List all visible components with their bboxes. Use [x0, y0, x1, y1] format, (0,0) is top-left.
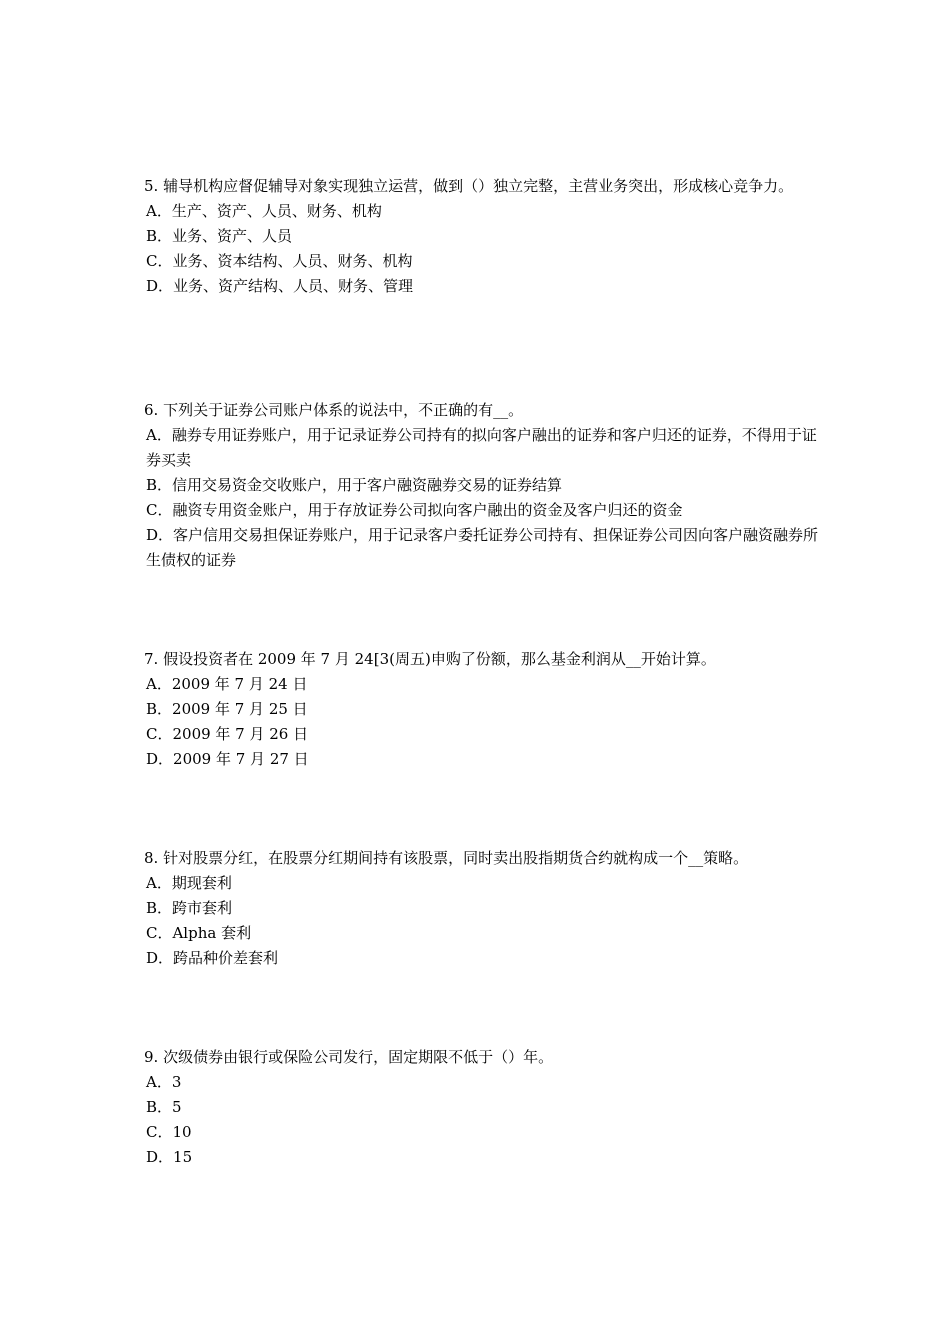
option-d: D．15	[146, 1148, 193, 1166]
option-b: B．2009 年 7 月 25 日	[146, 700, 308, 718]
question-stem: 8. 针对股票分红，在股票分红期间持有该股票，同时卖出股指期货合约就构成一个__策略。	[144, 849, 749, 867]
option-b: B．5	[146, 1098, 182, 1116]
option-a: A．生产、资产、人员、财务、机构	[146, 202, 382, 220]
option-c: C．10	[146, 1123, 192, 1141]
option-d: D．2009 年 7 月 27 日	[146, 750, 309, 768]
option-list	[144, 423, 824, 573]
question-6	[144, 398, 824, 573]
question-stem: 7. 假设投资者在 2009 年 7 月 24[3(周五)申购了份额，那么基金利润从__开始计算。	[144, 650, 716, 668]
question-stem: 5. 辅导机构应督促辅导对象实现独立运营，做到（）独立完整，主营业务突出，形成核心竞争力。	[144, 177, 794, 195]
option-list	[144, 199, 824, 299]
option-d: D．客户信用交易担保证券账户，用于记录客户委托证券公司持有、担保证券公司因向客户融资融券所生债权的证券	[146, 526, 819, 569]
question-9	[144, 1045, 824, 1170]
option-list	[144, 672, 824, 772]
option-a: A．融券专用证券账户，用于记录证券公司持有的拟向客户融出的证券和客户归还的证券，不得用于证券买卖	[146, 426, 817, 469]
option-a: A．3	[146, 1073, 182, 1091]
option-c: C．Alpha 套利	[146, 924, 252, 942]
option-c: C．2009 年 7 月 26 日	[146, 725, 309, 743]
option-d: D．业务、资产结构、人员、财务、管理	[146, 277, 414, 295]
option-b: B．业务、资产、人员	[146, 227, 293, 245]
option-list	[144, 1070, 824, 1170]
option-d: D．跨品种价差套利	[146, 949, 279, 967]
question-8	[144, 846, 824, 971]
question-5	[144, 174, 824, 299]
option-a: A．期现套利	[146, 874, 232, 892]
question-stem: 9. 次级债券由银行或保险公司发行，固定期限不低于（）年。	[144, 1048, 554, 1066]
option-c: C．业务、资本结构、人员、财务、机构	[146, 252, 413, 270]
option-list	[144, 871, 824, 971]
option-c: C．融资专用资金账户，用于存放证券公司拟向客户融出的资金及客户归还的资金	[146, 501, 683, 519]
option-a: A．2009 年 7 月 24 日	[146, 675, 308, 693]
question-stem: 6. 下列关于证券公司账户体系的说法中，不正确的有__。	[144, 401, 524, 419]
option-b: B．信用交易资金交收账户，用于客户融资融券交易的证券结算	[146, 476, 563, 494]
option-b: B．跨市套利	[146, 899, 233, 917]
question-7	[144, 647, 824, 772]
